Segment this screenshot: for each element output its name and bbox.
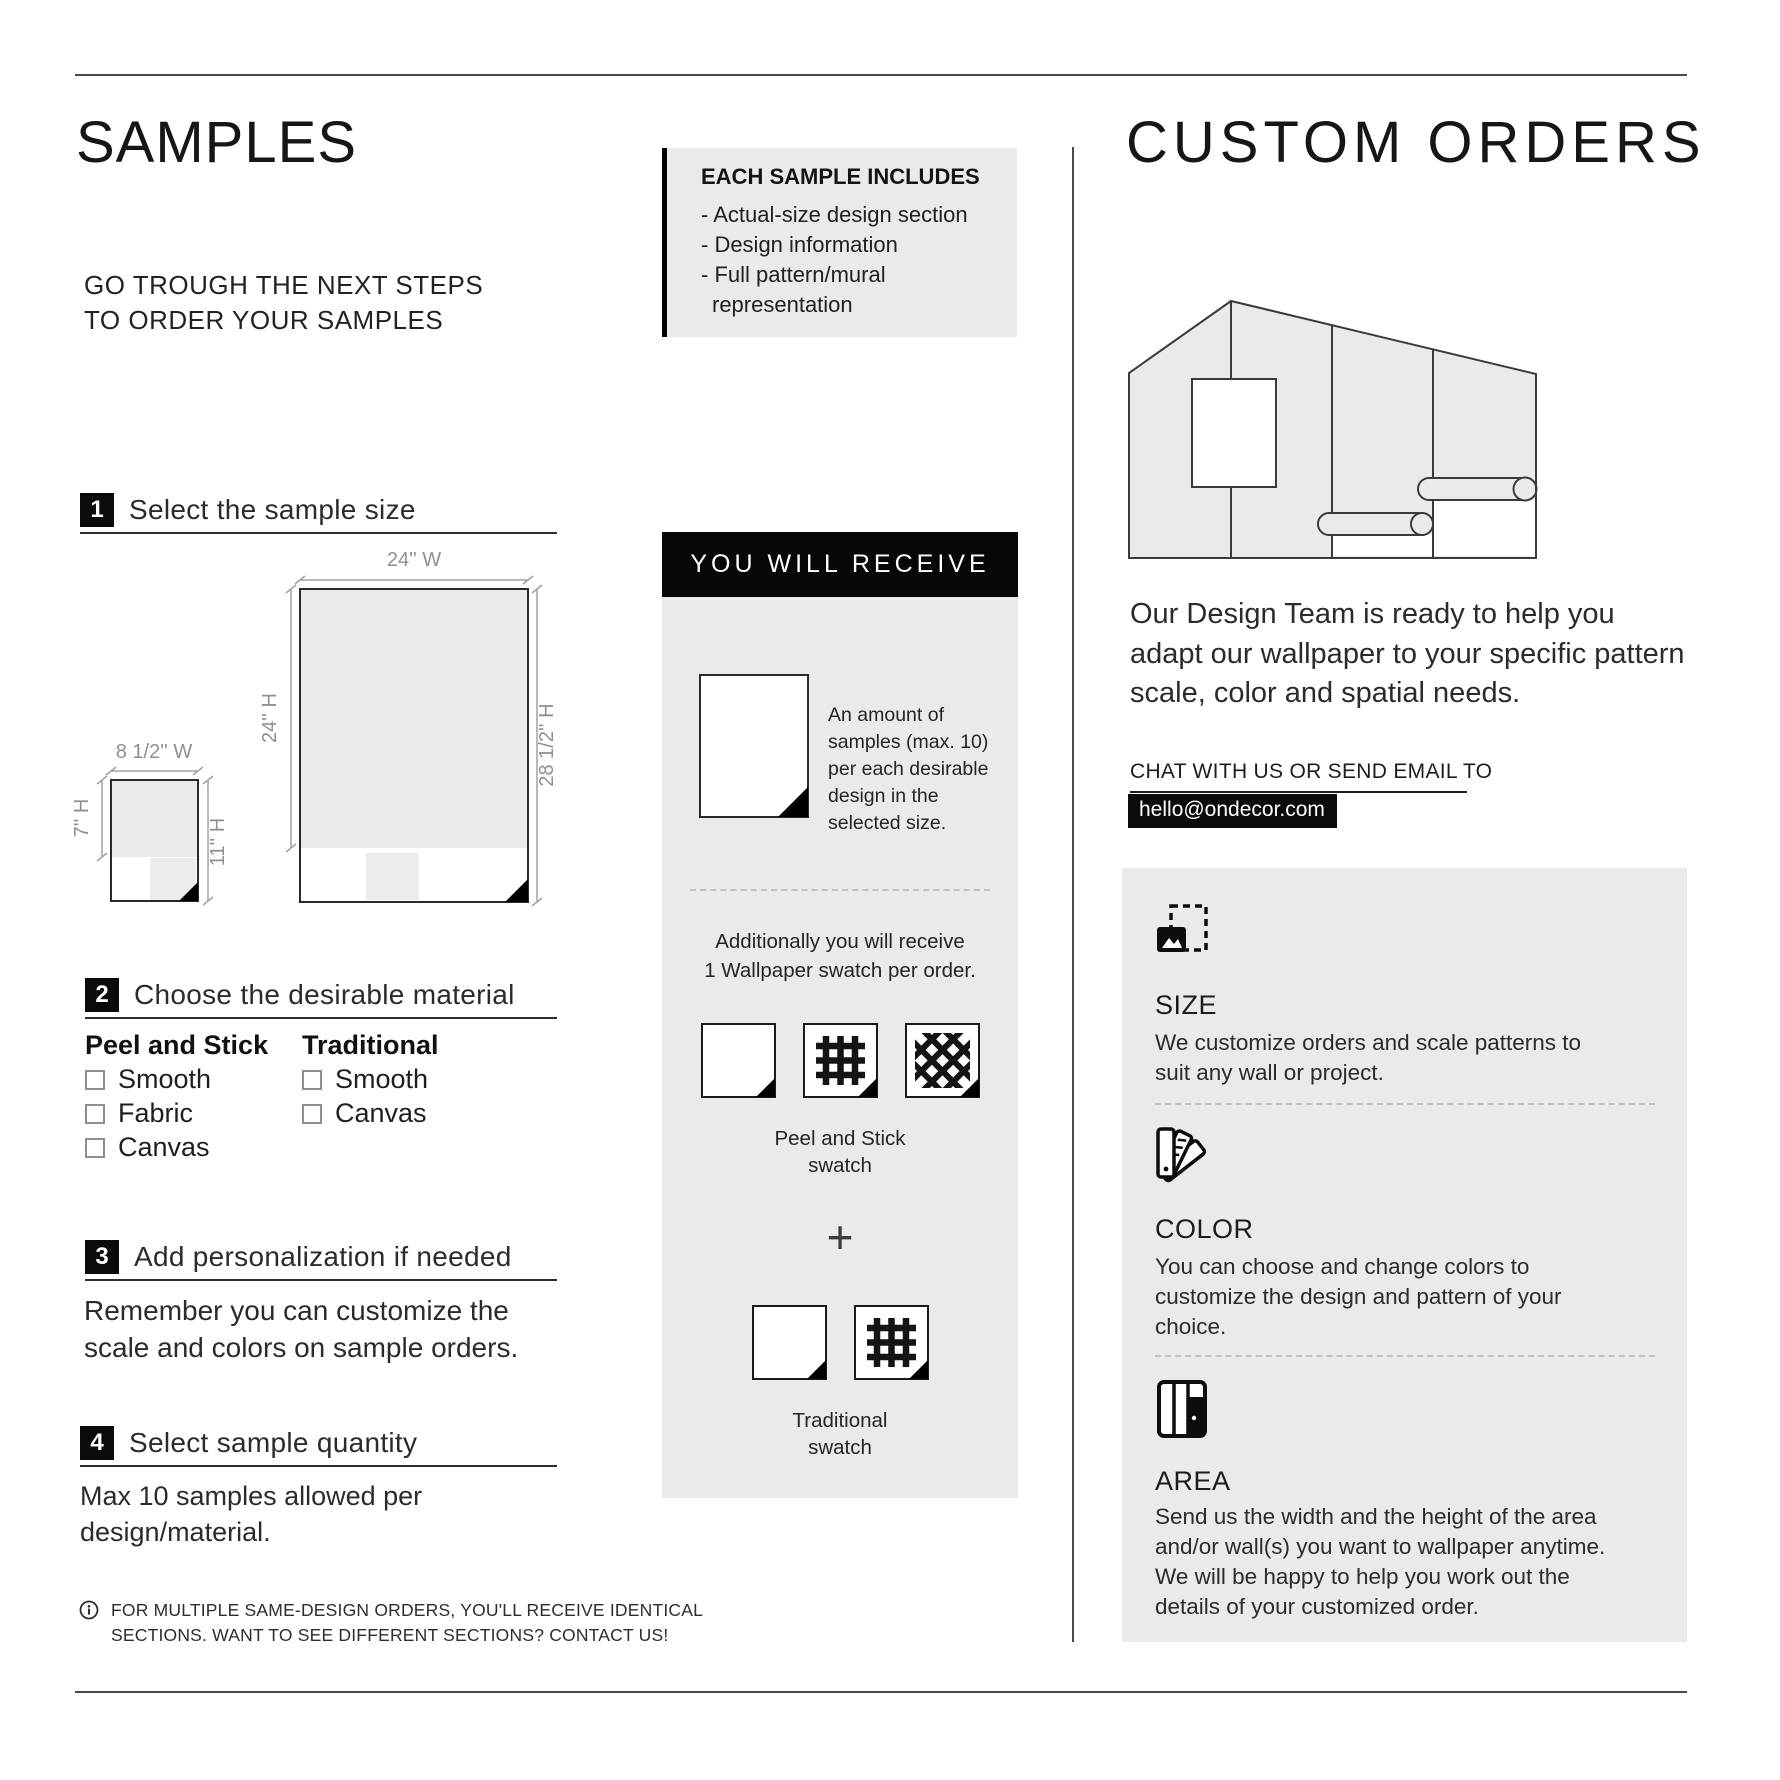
dashed-divider (1155, 1103, 1655, 1105)
material-option-row (85, 1132, 210, 1163)
checkbox[interactable] (85, 1138, 105, 1158)
step-2-number-badge: 2 (85, 978, 119, 1012)
step-4-header (80, 1426, 557, 1467)
additional-swatch-text (662, 927, 1018, 985)
email-address[interactable]: hello@ondecor.com (1128, 794, 1337, 828)
wallpaper-roll-icon (1318, 513, 1433, 535)
step-2-title: Choose the desirable material (134, 979, 515, 1010)
dimension-label-large-width: 24'' W (386, 549, 442, 571)
grid-swatch-icon (854, 1305, 929, 1380)
plus-sign: + (826, 1211, 854, 1263)
material-option-label: Canvas (118, 1132, 210, 1162)
samples-intro-line1: GO TROUGH THE NEXT STEPS (84, 270, 484, 300)
custom-orders-panel (1122, 868, 1687, 1642)
column-divider (1072, 147, 1074, 1642)
step-1-header (80, 493, 557, 534)
step-4-title: Select sample quantity (129, 1427, 418, 1458)
additional-line1: Additionally you will receive (715, 930, 965, 953)
feature-text-size: We customize orders and scale patterns to suit any wall or project. (1155, 1030, 1582, 1085)
crosshatch-swatch-icon (905, 1023, 980, 1098)
feature-label-area: AREA (1155, 1466, 1231, 1496)
info-icon (79, 1600, 99, 1620)
feature-text-area: Send us the width and the height of the area and/or wall(s) you want to wallpaper anytime. We will be happy to help you work out the details of your customized order. (1155, 1504, 1606, 1619)
includes-item: - Design information (701, 232, 898, 257)
material-option-label: Fabric (118, 1098, 194, 1128)
step-1-number-badge: 1 (80, 493, 114, 527)
includes-item: - Full pattern/mural (701, 262, 886, 287)
bottom-rule (75, 1691, 1687, 1693)
dashed-divider (690, 889, 990, 891)
custom-orders-intro: Our Design Team is ready to help you adapt our wallpaper to your specific pattern scale, color and spatial needs. (1130, 598, 1685, 709)
footnote-line1: FOR MULTIPLE SAME-DESIGN ORDERS, YOU'LL RECEIVE IDENTICAL (111, 1600, 704, 1620)
step-4-note: Max 10 samples allowed per design/material. (80, 1481, 423, 1547)
step-3-note: Remember you can customize the scale and colors on sample orders. (84, 1295, 519, 1363)
custom-orders-title: CUSTOM ORDERS (1126, 110, 1706, 175)
dimension-label-large-left-height: 24'' H (259, 693, 281, 743)
wall-area-icon (1157, 1380, 1207, 1438)
dimension-label-small-width: 8 1/2'' W (115, 741, 193, 763)
traditional-swatches (662, 1305, 1018, 1380)
feature-text-color: You can choose and change colors to customize the design and pattern of your choice. (1155, 1254, 1562, 1339)
checkbox[interactable] (85, 1070, 105, 1090)
you-will-receive-panel (662, 597, 1018, 1498)
small-sample-sheet (111, 780, 198, 901)
footnote-line2: SECTIONS. WANT TO SEE DIFFERENT SECTIONS? CONTACT US! (111, 1625, 669, 1645)
feature-label-size: SIZE (1155, 990, 1218, 1020)
dimension-label-small-right-height: 11'' H (207, 817, 229, 867)
house-wallpaper-illustration (1100, 290, 1560, 575)
traditional-swatch-label (662, 1407, 1018, 1461)
material-option-label: Canvas (335, 1098, 427, 1128)
label-line: Traditional (792, 1409, 888, 1432)
dimension-label-large-right-height: 28 1/2'' H (536, 703, 558, 787)
each-sample-includes-box (662, 148, 1017, 337)
material-option-label: Smooth (118, 1064, 212, 1094)
material-option-row (302, 1064, 428, 1095)
grid-swatch-icon (803, 1023, 878, 1098)
label-line: swatch (808, 1436, 872, 1459)
step-2-header (85, 978, 557, 1019)
material-option-label: Smooth (335, 1064, 429, 1094)
step-3-number-badge: 3 (85, 1240, 119, 1274)
wallpaper-roll-icon (1418, 478, 1537, 501)
large-sample-sheet (300, 589, 528, 902)
step-1-title: Select the sample size (129, 494, 416, 525)
plain-swatch-icon (701, 1023, 776, 1098)
top-rule (75, 74, 1687, 76)
dimension-label-small-left-height: 7'' H (71, 798, 93, 838)
samples-amount-text: An amount of samples (max. 10) per each desirable design in the selected size. (828, 704, 989, 834)
plain-swatch-icon (752, 1305, 827, 1380)
dashed-divider (1155, 1355, 1655, 1357)
includes-item: - Actual-size design section (701, 202, 968, 227)
color-swatch-fan-icon (1155, 1126, 1213, 1184)
feature-label-color: COLOR (1155, 1214, 1254, 1244)
material-option-row (302, 1098, 427, 1129)
you-will-receive-header: YOU WILL RECEIVE (662, 532, 1018, 597)
label-line: Peel and Stick (774, 1127, 906, 1150)
chat-label: CHAT WITH US OR SEND EMAIL TO (1130, 760, 1467, 793)
footnote (79, 1598, 703, 1648)
window (1192, 379, 1276, 487)
material-heading-peel-and-stick: Peel and Stick (85, 1030, 269, 1060)
material-option-row (85, 1064, 211, 1095)
samples-title: SAMPLES (76, 110, 357, 175)
additional-line2: 1 Wallpaper swatch per order. (704, 959, 976, 982)
step-3-title: Add personalization if needed (134, 1241, 512, 1272)
checkbox[interactable] (302, 1104, 322, 1124)
checkbox[interactable] (302, 1070, 322, 1090)
size-selection-icon (1155, 904, 1209, 956)
peel-and-stick-swatch-label (662, 1125, 1018, 1179)
step-3-header (85, 1240, 557, 1281)
sample-size-diagram (70, 545, 575, 920)
step-4-number-badge: 4 (80, 1426, 114, 1460)
samples-intro-line2: TO ORDER YOUR SAMPLES (84, 305, 444, 335)
material-heading-traditional: Traditional (302, 1030, 439, 1060)
peel-and-stick-swatches (662, 1023, 1018, 1098)
includes-box-title: EACH SAMPLE INCLUDES (701, 164, 980, 189)
sample-sheet-icon (699, 674, 809, 818)
label-line: swatch (808, 1154, 872, 1177)
includes-item: representation (712, 292, 853, 317)
samples-intro (84, 268, 483, 338)
material-option-row (85, 1098, 193, 1129)
checkbox[interactable] (85, 1104, 105, 1124)
